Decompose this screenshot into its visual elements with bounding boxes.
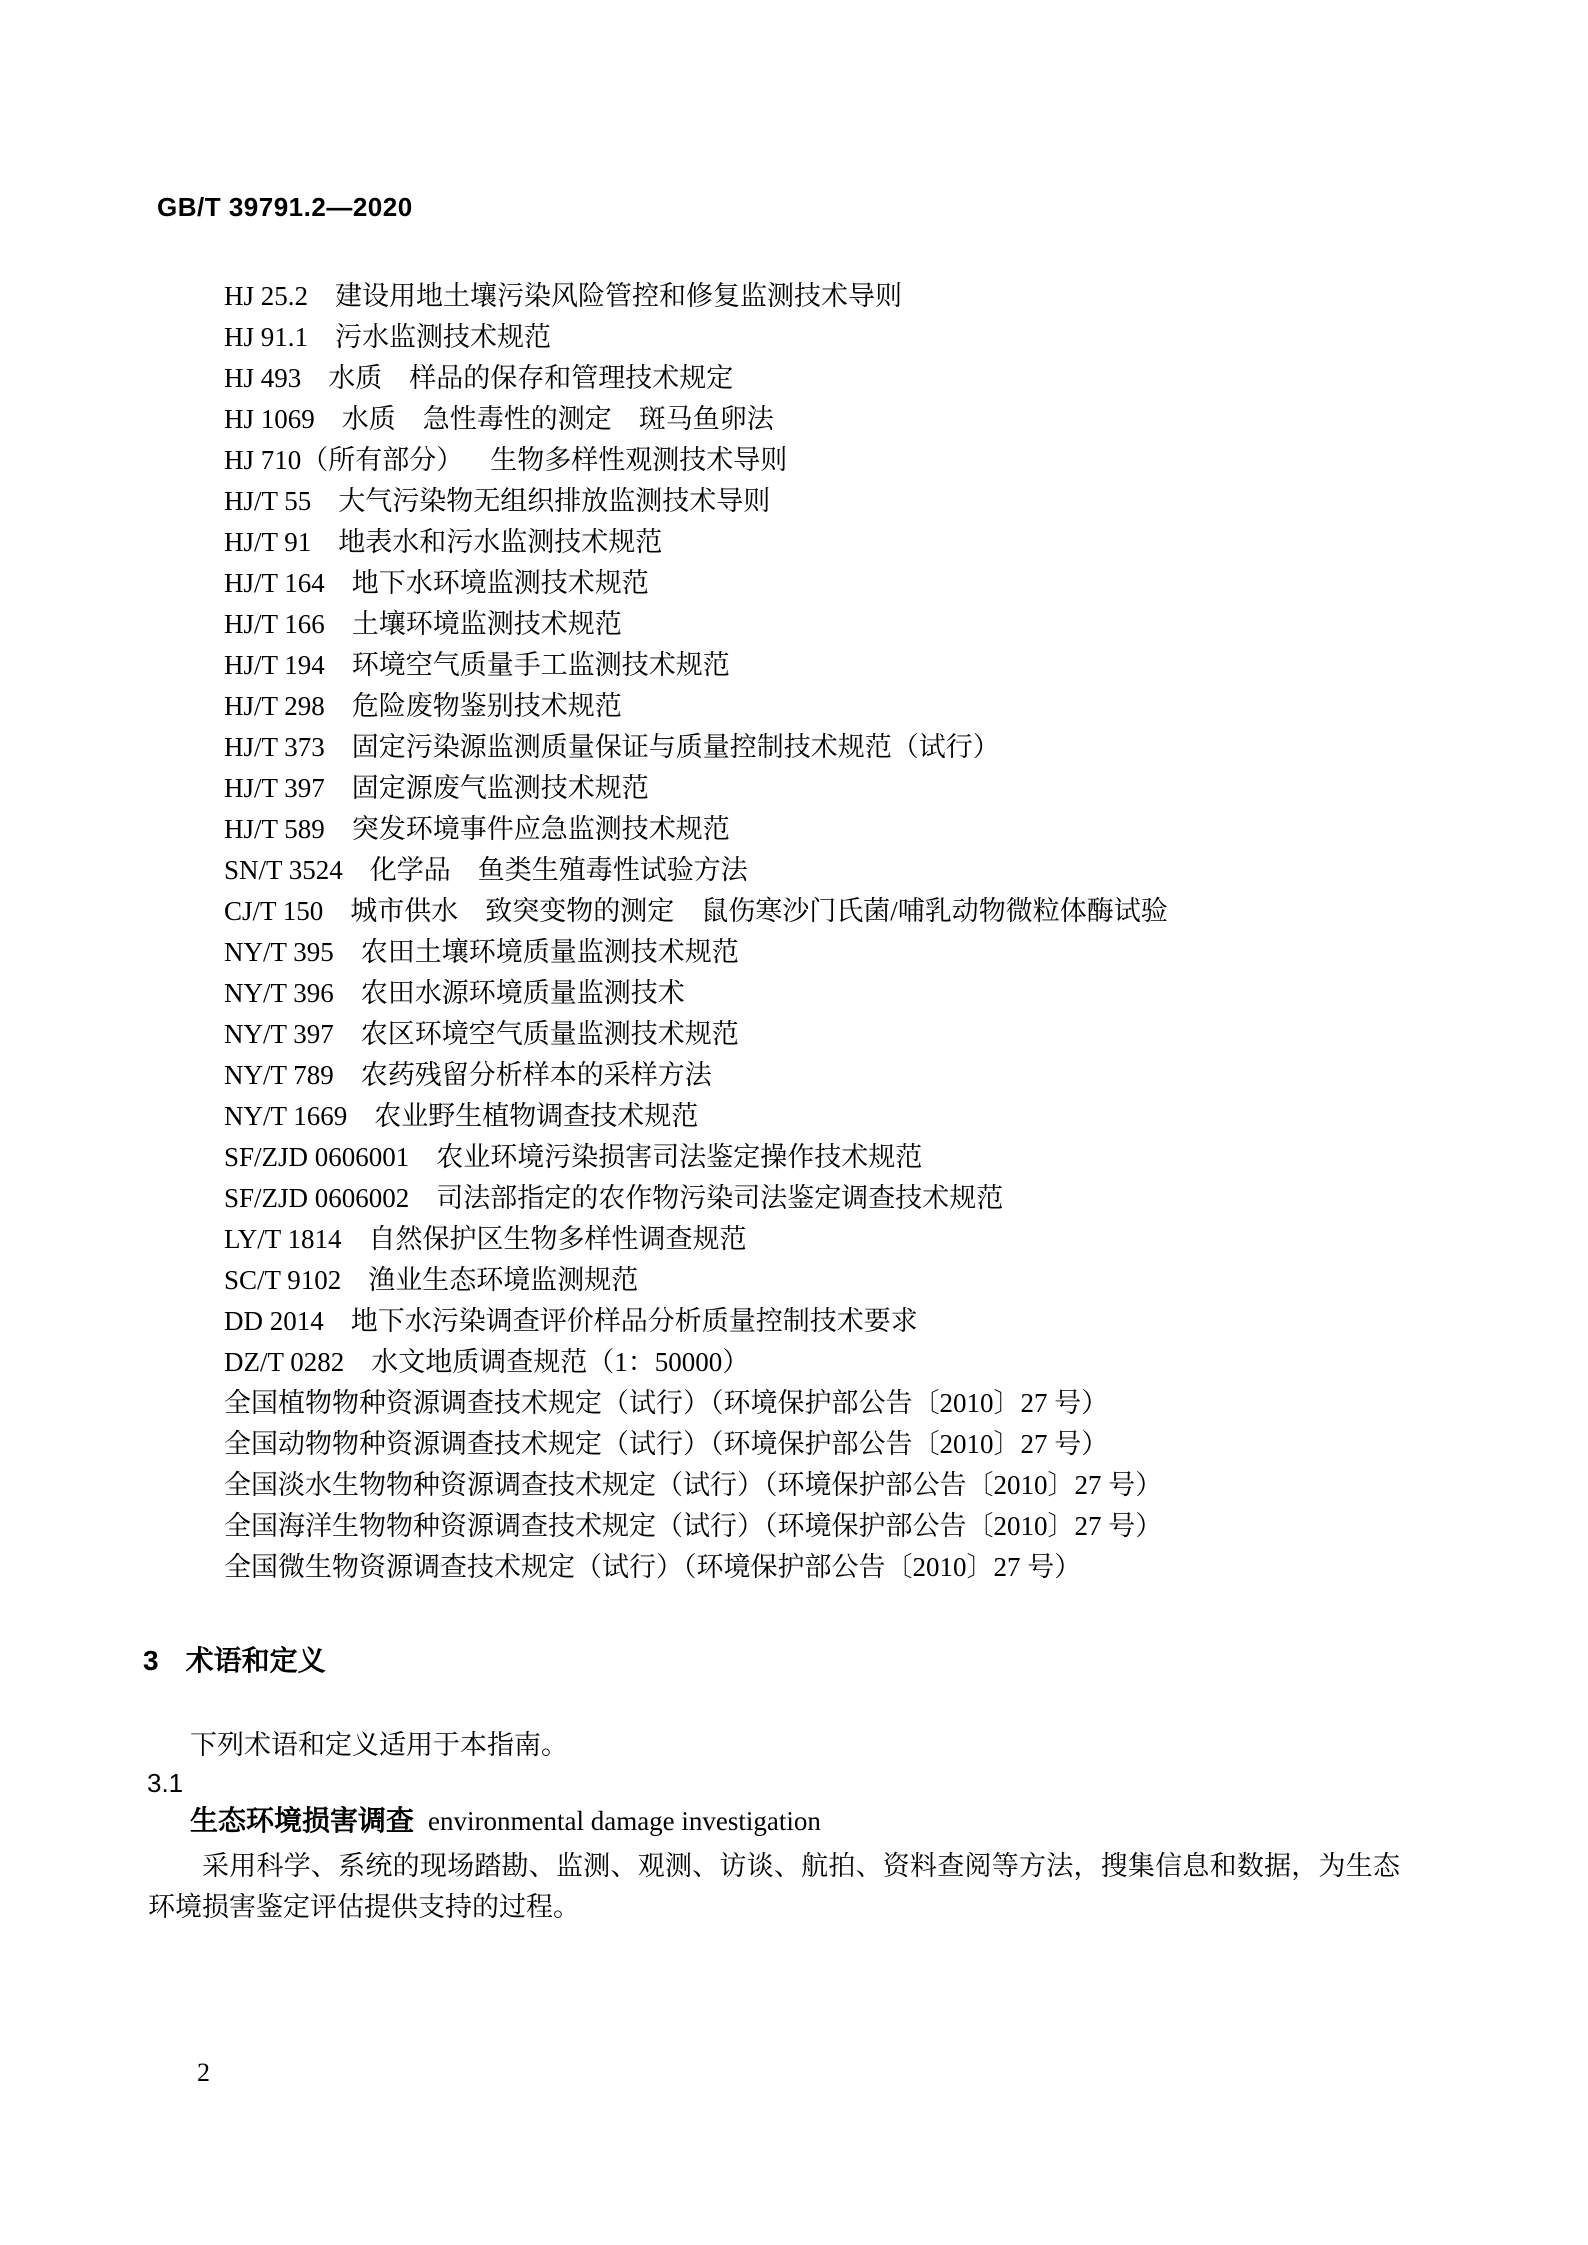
reference-code: HJ/T 166: [224, 609, 325, 639]
reference-code: HJ/T 397: [224, 773, 325, 803]
reference-code: HJ/T 164: [224, 568, 325, 598]
reference-title: 渔业生态环境监测规范: [368, 1265, 639, 1295]
reference-item: [224, 768, 1168, 809]
reference-item: [224, 358, 1168, 399]
reference-code: HJ/T 194: [224, 650, 325, 680]
reference-code: HJ 91.1: [224, 322, 309, 352]
section-number: 3: [143, 1645, 159, 1676]
reference-item: [224, 1055, 1168, 1096]
reference-title: 生物多样性观测技术导则: [490, 445, 788, 475]
reference-code: HJ 710（所有部分）: [224, 445, 464, 475]
reference-code: NY/T 397: [224, 1019, 334, 1049]
reference-title: 危险废物鉴别技术规范: [351, 691, 622, 721]
reference-title: 大气污染物无组织排放监测技术导则: [338, 486, 771, 516]
reference-code: SF/ZJD 0606002: [224, 1183, 410, 1213]
reference-title: 全国动物物种资源调查技术规定（试行）（环境保护部公告〔2010〕27 号）: [224, 1429, 1109, 1459]
reference-item: [224, 522, 1168, 563]
reference-title: 突发环境事件应急监测技术规范: [351, 814, 730, 844]
reference-code: HJ/T 298: [224, 691, 325, 721]
term-definition-line: [190, 1803, 821, 1844]
reference-item: [224, 1301, 1168, 1342]
reference-title: 农田土壤环境质量监测技术规范: [360, 937, 739, 967]
reference-item: [224, 727, 1168, 768]
reference-item: [224, 1014, 1168, 1055]
section-title: 术语和定义: [185, 1645, 326, 1676]
reference-code: SC/T 9102: [224, 1265, 342, 1295]
section-3-heading: [143, 1644, 326, 1678]
reference-title: 城市供水 致突变物的测定 鼠伤寒沙门氏菌/哺乳动物微粒体酶试验: [350, 896, 1168, 926]
reference-title: 农区环境空气质量监测技术规范: [360, 1019, 739, 1049]
reference-item: [224, 1096, 1168, 1137]
reference-item: [224, 1219, 1168, 1260]
reference-title: 农药残留分析样本的采样方法: [360, 1060, 712, 1090]
reference-title: 建设用地土壤污染风险管控和修复监测技术导则: [335, 281, 903, 311]
reference-item: [224, 1424, 1168, 1465]
reference-code: HJ/T 91: [224, 527, 312, 557]
reference-item: [224, 1383, 1168, 1424]
reference-code: NY/T 396: [224, 978, 334, 1008]
reference-item: [224, 604, 1168, 645]
reference-title: 全国微生物资源调查技术规定（试行）（环境保护部公告〔2010〕27 号）: [224, 1552, 1082, 1582]
reference-title: 农田水源环境质量监测技术: [360, 978, 685, 1008]
reference-code: HJ/T 55: [224, 486, 312, 516]
reference-title: 化学品 鱼类生殖毒性试验方法: [369, 855, 748, 885]
reference-title: 固定污染源监测质量保证与质量控制技术规范（试行）: [351, 732, 1000, 762]
reference-item: [224, 1506, 1168, 1547]
reference-item: [224, 317, 1168, 358]
reference-item: [224, 809, 1168, 850]
reference-item: [224, 932, 1168, 973]
reference-code: DD 2014: [224, 1306, 324, 1336]
reference-code: SF/ZJD 0606001: [224, 1142, 410, 1172]
reference-title: 土壤环境监测技术规范: [351, 609, 622, 639]
reference-title: 自然保护区生物多样性调查规范: [368, 1224, 747, 1254]
reference-item: [224, 563, 1168, 604]
reference-title: 水质 急性毒性的测定 斑马鱼卵法: [341, 404, 774, 434]
reference-code: SN/T 3524: [224, 855, 343, 885]
reference-item: [224, 686, 1168, 727]
reference-code: NY/T 395: [224, 937, 334, 967]
reference-code: HJ 25.2: [224, 281, 309, 311]
reference-item: [224, 399, 1168, 440]
reference-title: 地下水环境监测技术规范: [351, 568, 649, 598]
reference-item: [224, 440, 1168, 481]
reference-title: 全国淡水生物物种资源调查技术规定（试行）（环境保护部公告〔2010〕27 号）: [224, 1470, 1163, 1500]
reference-title: 环境空气质量手工监测技术规范: [351, 650, 730, 680]
reference-item: [224, 1547, 1168, 1588]
page-number: 2: [197, 2058, 210, 2087]
reference-code: HJ/T 373: [224, 732, 325, 762]
reference-item: [224, 1465, 1168, 1506]
document-standard-number-header: GB/T 39791.2—2020: [157, 192, 413, 222]
reference-code: NY/T 789: [224, 1060, 334, 1090]
clause-number: 3.1: [147, 1768, 184, 1798]
reference-item: [224, 891, 1168, 932]
term-chinese: 生态环境损害调查: [190, 1805, 415, 1836]
reference-title: 水质 样品的保存和管理技术规定: [328, 363, 734, 393]
reference-item: [224, 1178, 1168, 1219]
reference-item: [224, 645, 1168, 686]
reference-code: HJ 1069: [224, 404, 315, 434]
reference-code: LY/T 1814: [224, 1224, 342, 1254]
reference-item: [224, 973, 1168, 1014]
reference-code: NY/T 1669: [224, 1101, 348, 1131]
reference-title: 地下水污染调查评价样品分析质量控制技术要求: [350, 1306, 918, 1336]
reference-title: 固定源废气监测技术规范: [351, 773, 649, 803]
reference-title: 司法部指定的农作物污染司法鉴定调查技术规范: [436, 1183, 1004, 1213]
section-intro-text: 下列术语和定义适用于本指南。: [190, 1730, 568, 1760]
reference-code: HJ 493: [224, 363, 302, 393]
reference-code: CJ/T 150: [224, 896, 324, 926]
reference-item: [224, 1260, 1168, 1301]
reference-title: 地表水和污水监测技术规范: [338, 527, 663, 557]
reference-title: 全国植物物种资源调查技术规定（试行）（环境保护部公告〔2010〕27 号）: [224, 1388, 1109, 1418]
reference-item: [224, 276, 1168, 317]
reference-title: 污水监测技术规范: [335, 322, 552, 352]
reference-code: DZ/T 0282: [224, 1347, 345, 1377]
reference-item: [224, 481, 1168, 522]
reference-title: 全国海洋生物物种资源调查技术规定（试行）（环境保护部公告〔2010〕27 号）: [224, 1511, 1163, 1541]
reference-title: 农业环境污染损害司法鉴定操作技术规范: [436, 1142, 923, 1172]
reference-title: 农业野生植物调查技术规范: [374, 1101, 699, 1131]
reference-item: [224, 1137, 1168, 1178]
normative-references-list: [224, 276, 1168, 1588]
term-definition-paragraph: 采用科学、系统的现场踏勘、监测、观测、访谈、航拍、资料查阅等方法，搜集信息和数据，为生态环境损害鉴定评估提供支持的过程。: [148, 1851, 1400, 1922]
reference-title: 水文地质调查规范（1：50000）: [371, 1347, 750, 1377]
reference-item: [224, 850, 1168, 891]
reference-code: HJ/T 589: [224, 814, 325, 844]
reference-item: [224, 1342, 1168, 1383]
term-english: environmental damage investigation: [428, 1806, 821, 1836]
